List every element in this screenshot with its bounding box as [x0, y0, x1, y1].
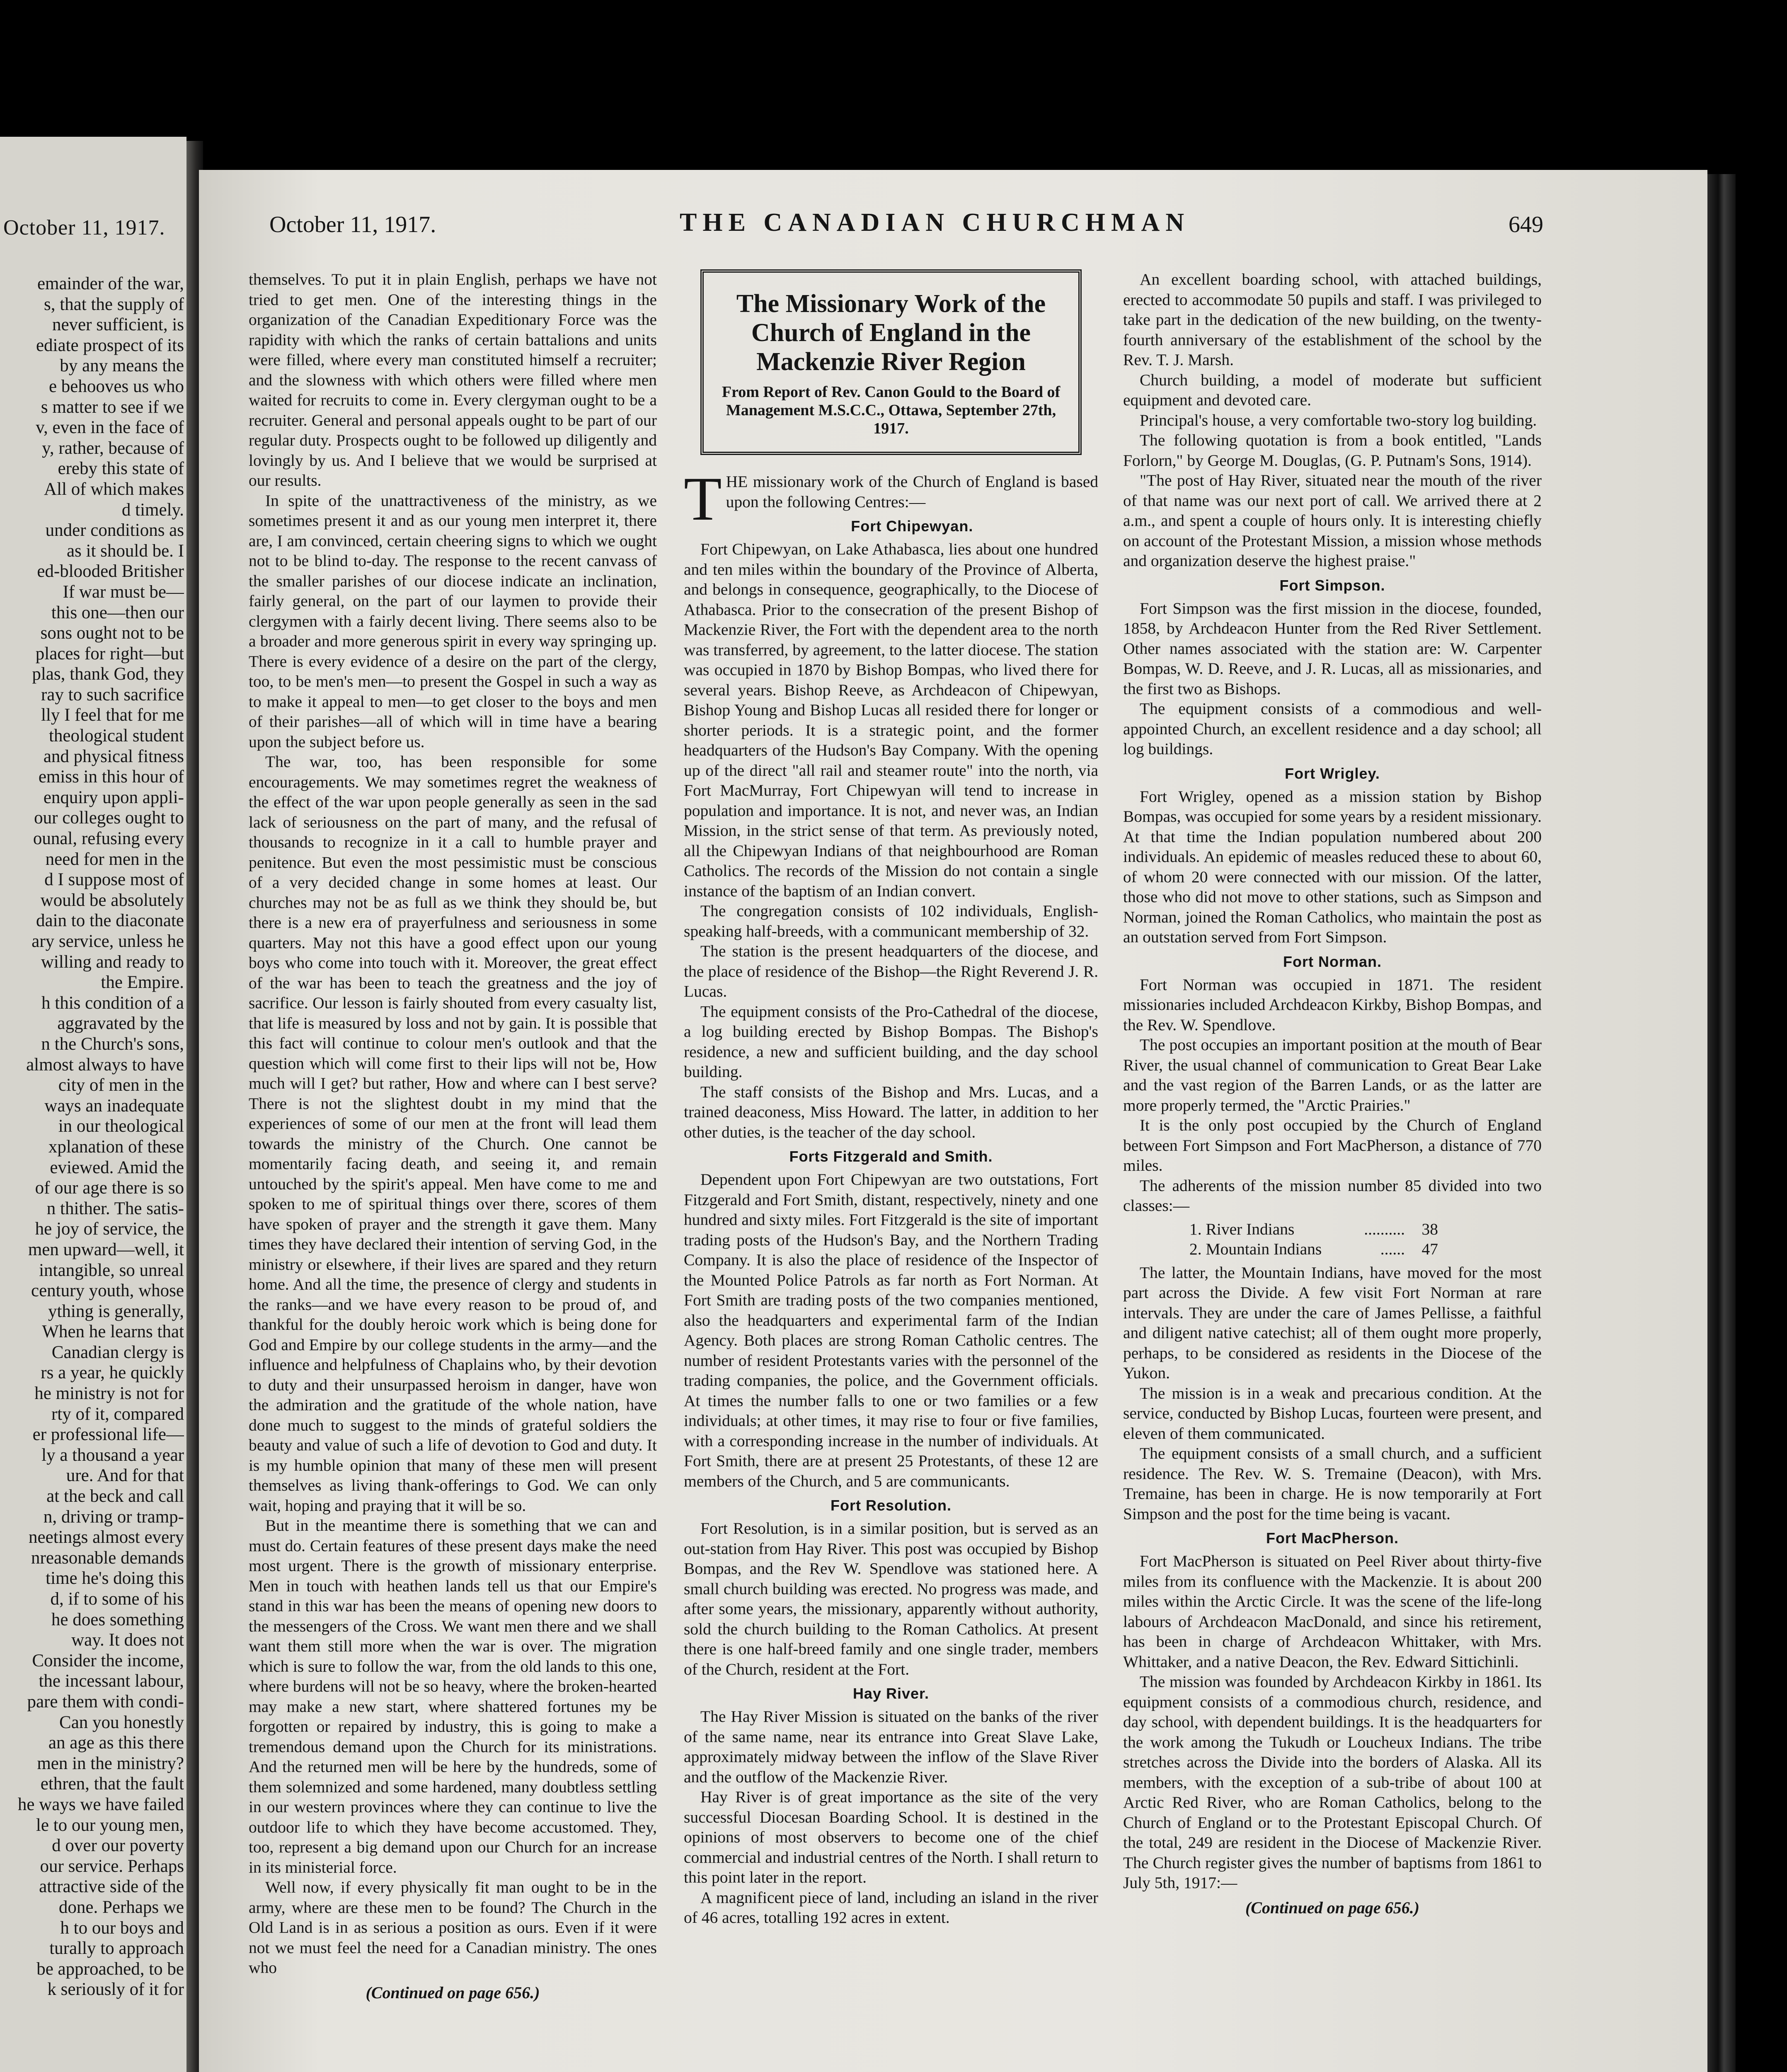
drop-cap: T	[684, 465, 722, 533]
facing-page-line: er professional life—	[32, 1425, 184, 1445]
facing-page-line: he ways we have failed	[17, 1794, 184, 1814]
facing-page-line: time he's doing this	[46, 1569, 184, 1588]
facing-page-line: xplanation of these	[48, 1137, 184, 1157]
facing-page-line: in our theological	[58, 1116, 184, 1136]
paragraph: Fort Resolution, is in a similar position, but is served as an out-station from Hay River. This post was occupied by Bishop Bompas, and the Rev W. Spendlove was stationed here. A small church building was erected. No progress was made, and after some years, the missionary, apparently without authority, sold the church building to the Roman Catholics. At present there is one half-breed family and one single trader, members of the Church, resident at the Fort.	[684, 1519, 1098, 1678]
column-3-opening	[1123, 269, 1542, 571]
paragraph: The following quotation is from a book entitled, "Lands Forlorn," by George M. Douglas, (G. P. Putnam's Sons, 1914).	[1123, 431, 1542, 470]
facing-page-line: ray to such sacrifice	[41, 685, 184, 704]
paragraph: Well now, if every physically fit man ought to be in the army, where are these men to be found? The Church in the Old Land is in as serious a position as ours. Even if it were not we must feel the need for a Canadian ministry. The ones who	[249, 1878, 657, 1977]
facing-page-line: plas, thank God, they	[32, 664, 184, 684]
facing-page-line: ereby this state of	[58, 459, 184, 479]
paragraph: Fort Simpson was the first mission in the diocese, founded, 1858, by Archdeacon Hunter from the Red River Settlement. Other names associated with the station are: W. Carpenter Bompas, W. D. Reeve, and J. R. Lucas, all as missionaries, and the first two as Bishops.	[1123, 599, 1542, 698]
section-heading: Fort Simpson.	[1279, 576, 1385, 594]
facing-page-line: he joy of service, the	[35, 1219, 184, 1239]
paragraph: Dependent upon Fort Chipewyan are two outstations, Fort Fitzgerald and Fort Smith, distant, respectively, ninety and one hundred and sixty miles. Fort Fitzgerald is the site of important trading posts of the Hudson's Bay, and the Northern Trading Company. It is also the place of residence of the Inspector of the Mounted Police Patrols as far north as Fort Norman. At Fort Smith are trading posts of the two companies mentioned, also the headquarters and experimental farm of the Indian Agency. Both places are strong Roman Catholic centres. The number of resident Protestants varies with the personnel of the trading companies, the police, and the Government officials. At times the number falls to one or two families or a few individuals; at other times, it may rise to four or five families, with a corresponding increase in the number of individuals. At Fort Smith, there are at present 25 Protestants, of these 12 are members of the Church, and 5 are communicants.	[684, 1170, 1098, 1490]
class-label: 2. Mountain Indians	[1189, 1240, 1322, 1258]
facing-page-line: be approached, to be	[36, 1959, 184, 1979]
paragraph: In spite of the unattractiveness of the ministry, as we sometimes present it and as our young men interpret it, there are, I am convinced, certain cheering signs to which we ought not to be blind to-day. The response to the recent canvass of the smaller parishes of our diocese indicate an inclination, fairly general, on the part of our laymen to provide their clergymen with a fairly decent living. There seems also to be a broader and more generous spirit in every way springing up. There is every evidence of a desire on the part of the clergy, too, to be men's men—to present the Gospel in such a way as to make it appeal to men—to get closer to the boys and men of their parishes—all of which will in time have a bearing upon the subject before us.	[249, 491, 657, 751]
facing-page-line: ary service, unless he	[31, 932, 184, 951]
column-3	[1123, 269, 1542, 2072]
facing-page-line: pare them with condi-	[27, 1692, 184, 1711]
class-count: 38	[1421, 1220, 1438, 1238]
paragraph: A magnificent piece of land, including an island in the river of 46 acres, totalling 192 acres in extent.	[684, 1888, 1098, 1927]
facing-page-line: at the beck and call	[46, 1486, 184, 1506]
facing-page-line: almost always to have	[26, 1055, 184, 1075]
facing-page-line: v, even in the face of	[36, 418, 184, 438]
column-2-sections	[684, 518, 1098, 1928]
facing-page-line: Can you honestly	[59, 1712, 184, 1732]
facing-page-line: dain to the diaconate	[36, 911, 184, 931]
facing-page-line: ethren, that the fault	[40, 1774, 184, 1794]
facing-page-line: All of which makes	[44, 479, 184, 499]
paragraph: Fort MacPherson is situated on Peel River about thirty-five miles from its confluence with the Mackenzie. It is about 200 miles within the Arctic Circle. It was the scene of the life-long labours of Archdeacon MacDonald, and since his retirement, has been in charge of Archdeacon Whittaker, with Mrs. Whittaker, and a native Deacon, the Rev. Edward Sittichinli.	[1123, 1552, 1542, 1671]
class-row	[1189, 1239, 1438, 1259]
facing-page-line: he does something	[51, 1610, 184, 1629]
facing-page-line: ediate prospect of its	[36, 335, 184, 355]
facing-page-line: men in the ministry?	[37, 1753, 184, 1773]
paragraph: The post occupies an important position at the mouth of Bear River, the usual channel of communication to Great Bear Lake and the vast region of the Barren Lands, or as the latter are more properly termed, the "Arctic Prairies."	[1123, 1036, 1542, 1114]
facing-page-line: s, that the supply of	[44, 294, 184, 314]
paragraph: The congregation consists of 102 individuals, English-speaking half-breeds, with a communicant membership of 32.	[684, 902, 1098, 940]
masthead-title: THE CANADIAN CHURCHMAN	[680, 208, 1190, 237]
section-heading: Fort Resolution.	[831, 1497, 952, 1514]
facing-page-line: le to our young men,	[36, 1815, 184, 1835]
article-title: The Missionary Work of the Church of England in the Mackenzie River Region	[736, 290, 1046, 376]
facing-page-line: the Empire.	[101, 973, 184, 992]
column-3-sections	[1123, 577, 1542, 1893]
paragraph: The latter, the Mountain Indians, have moved for the most part across the Divide. A few visit Fort Norman at rare intervals. They are under the care of James Pellisse, a faithful and diligent native catechist; all of them ought more properly, perhaps, to be considered as residents in the Diocese of the Yukon.	[1123, 1263, 1542, 1382]
facing-page-line: men upward—well, it	[28, 1239, 184, 1259]
facing-page-line: intangible, so unreal	[39, 1260, 184, 1280]
section-heading: Fort Norman.	[1283, 953, 1382, 970]
section-heading: Forts Fitzgerald and Smith.	[789, 1148, 993, 1165]
facing-page-line: y, rather, because of	[42, 438, 184, 458]
facing-page-line: enquiry upon appli-	[43, 787, 184, 807]
section-heading: Hay River.	[852, 1685, 930, 1702]
paragraph: Fort Wrigley, opened as a mission station by Bishop Bompas, was occupied for some years by a resident missionary. At that time the Indian population numbered about 200 individuals. An epidemic of measles reduced these to about 60, of whom 20 were connected with our mission. Of the latter, those who did not move to other stations, such as Simpson and Norman, joined the Roman Catholics, who maintain the post as an outstation served from Fort Simpson.	[1123, 787, 1542, 946]
facing-page-line: eviewed. Amid the	[50, 1157, 184, 1177]
facing-page-header: October 11, 1917.	[3, 216, 165, 240]
facing-page-line: d over our poverty	[52, 1836, 184, 1856]
facing-page-line: of our age there is so	[35, 1178, 184, 1198]
facing-page-line: e behooves us who	[48, 376, 184, 396]
paragraph: The adherents of the mission number 85 divided into two classes:—	[1123, 1176, 1542, 1215]
facing-page-line: an age as this there	[48, 1733, 184, 1753]
paragraph: Hay River is of great importance as the site of the very successful Diocesan Boarding School. It is destined in the opinions of most observers to become one of the chief commercial and industrial centres of the North. I shall return to this point later in the report.	[684, 1788, 1098, 1886]
facing-page-line: h this condition of a	[41, 993, 184, 1013]
paragraph: The equipment consists of a commodious and well-appointed Church, an excellent residence and a day school; all log buildings.	[1123, 700, 1542, 758]
facing-page-line: he ministry is not for	[34, 1384, 184, 1404]
facing-page-line: neetings almost every	[29, 1527, 184, 1547]
facing-page-line: and physical fitness	[43, 746, 184, 766]
facing-page-line: city of men in the	[58, 1075, 184, 1095]
class-label: 1. River Indians	[1189, 1220, 1295, 1238]
facing-page-line: the incessant labour,	[39, 1671, 184, 1691]
header-date: October 11, 1917.	[269, 212, 436, 237]
intro-text: HE missionary work of the Church of England is based upon the following Centres:—	[726, 472, 1098, 511]
paragraph: The war, too, has been responsible for some encouragements. We may sometimes regret the weakness of the effect of the war upon people generally as seen in the sad lack of seriousness on the part of many, and the refusal of thousands to recognize in it a call to humble prayer and penitence. But even the most pessimistic must be conscious of a very decided change in some homes at least. Our churches may not be as full as we think they should be, but there is a new era of prayerfulness and seriousness in some quarters. May not this have a good effect upon our young boys who come into touch with it. Moreover, the great effect of the war has been to teach the greatness and the joy of sacrifice. Our lesson is fairly shouted from every casualty list, that life is measured by loss and not by gain. It is possible that this fact will continue to colour men's outlook and that the question which will come first to their lips will not be, How much will I get? but rather, How and where can I best serve? There is not the slightest doubt in my mind that the experiences of some of our men at the front will lead them towards the ministry of the Church. One cannot be momentarily facing death, and seeing it, and remain untouched by the spirit's appeal. Men have come to me and spoken to me of spiritual things over there, scores of them have spoken of prayer and the strength it gave them. Many times they have declared their intention of serving God, in the ministry or elsewhere, if their lives are spared and they return home. And all the time, the presence of clergy and students in the ranks—and we have every reason to be proud of, and thankful for the doubly heroic work which is being done for God and Empire by our college students in the army—and the influence and helpfulness of Chaplains who, by their devotion to duty and their unsurpassed heroism in danger, have won the admiration and the gratitude of the whole nation, have done much to suggest to the minds of grateful soldiers the beauty and value of such a life of devotion to God and duty. It is my humble opinion that many of these men will present themselves as living thank-offerings to God. We can only wait, hoping and praying that it will be so.	[249, 753, 657, 1515]
facing-page-line: way. It does not	[71, 1630, 184, 1650]
classes-list	[1189, 1219, 1542, 1259]
facing-page-line: ure. And for that	[66, 1466, 184, 1486]
newspaper-page	[199, 170, 1707, 2072]
section-heading: Fort Chipewyan.	[851, 518, 973, 535]
facing-page-line: never sufficient, is	[52, 315, 184, 335]
facing-page-line: d I suppose most of	[44, 870, 184, 890]
column-1	[249, 269, 657, 2072]
column-2	[684, 269, 1098, 2072]
class-leader-dots: ..........	[1364, 1220, 1405, 1238]
paragraph: But in the meantime there is something that we can and must do. Certain features of these present days make the need most urgent. There is the growth of missionary enterprise. Men in touch with heathen lands tell us that our Empire's stand in this war has been the means of opening new doors to the messengers of the Cross. We want men there and we shall want them still more when the war is over. The migration which is sure to follow the war, from the old lands to this one, where burdens will not be so heavy, where the broken-hearted may make a new start, where shattered fortunes my be forgotten or repaired by industry, this is going to make a tremendous demand upon the Church for its ministrations. And the returned men will be here by the hundreds, some of them solemnized and some hardened, many doubtless settling in our western provinces where they can continue to live the outdoor life to which they have become accustomed. They, too, represent a big demand upon our Church for an increase in its ministerial force.	[249, 1516, 657, 1876]
paragraph: The mission is in a weak and precarious condition. At the service, conducted by Bishop Lucas, fourteen were present, and eleven of them communicated.	[1123, 1384, 1542, 1443]
facing-page-line: Canadian clergy is	[51, 1342, 184, 1362]
running-header	[199, 170, 1707, 253]
facing-page-line: aggravated by the	[57, 1014, 184, 1034]
article-subtitle: From Report of Rev. Canon Gould to the Board of Management M.S.C.C., Ottawa, September 27th, 1917.	[722, 383, 1061, 437]
page-edges	[1707, 174, 1736, 2072]
facing-page-line: sons ought not to be	[40, 623, 184, 643]
facing-page-line: places for right—but	[35, 644, 184, 663]
facing-page-line: under conditions as	[45, 520, 184, 540]
paragraph: The mission was founded by Archdeacon Kirkby in 1861. Its equipment consists of a commodious church, residence, and day school, with dependent buildings. It is the headquarters for the work among the Tukudh or Loucheux Indians. The tribe stretches across the Divide into the borders of Alaska. All its members, with the exception of a sub-tribe of about 100 at Arctic Red River, who are Roman Catholics, belong to the Church of England or to the Protestant Episcopal Church. Of the total, 249 are resident in the Diocese of Mackenzie River. The Church register gives the number of baptisms from 1861 to July 5th, 1917:—	[1123, 1673, 1542, 1892]
facing-page-line: done. Perhaps we	[58, 1897, 184, 1917]
paragraph: Church building, a model of moderate but sufficient equipment and devoted care.	[1123, 370, 1542, 409]
facing-page-line: lly I feel that for me	[41, 705, 184, 725]
paragraph: The staff consists of the Bishop and Mrs. Lucas, and a trained deaconess, Miss Howard. The latter, in addition to her other duties, is the teacher of the day school.	[684, 1082, 1098, 1141]
facing-page-line: turally to approach	[49, 1939, 184, 1958]
class-leader-dots: ......	[1380, 1240, 1405, 1258]
section-heading: Fort Wrigley.	[1285, 765, 1380, 782]
facing-page-line: d, if to some of his	[50, 1589, 184, 1609]
facing-page-line: ything is generally,	[48, 1301, 184, 1321]
facing-page-line: h to our boys and	[60, 1918, 184, 1938]
facing-page-line: need for men in the	[45, 849, 184, 869]
facing-page	[0, 137, 186, 2072]
facing-page-line: attractive side of the	[39, 1877, 184, 1897]
paragraph: Fort Norman was occupied in 1871. The resident missionaries included Archdeacon Kirkby, Bishop Bompas, and the Rev. W. Spendlove.	[1123, 975, 1542, 1034]
paragraph: "The post of Hay River, situated near the mouth of the river of that name was our next port of call. We arrived there at 2 a.m., and spent a couple of hours only. It is interesting chiefly on account of the Protestant Mission, a mission whose methods and organization deserve the highest praise."	[1123, 471, 1542, 570]
facing-page-line: n, driving or tramp-	[43, 1507, 184, 1527]
article-title-box	[700, 269, 1082, 455]
facing-page-line: as it should be. I	[66, 541, 184, 561]
facing-page-line: would be absolutely	[40, 890, 184, 910]
paragraph: The Hay River Mission is situated on the banks of the river of the same name, near its entrance into Great Slave Lake, approximately midway between the inflow of the Slave River and the outflow of the Mackenzie River.	[684, 1707, 1098, 1786]
facing-page-line: theological student	[48, 726, 184, 746]
facing-page-line: ways an inadequate	[44, 1096, 184, 1116]
paragraph: An excellent boarding school, with attached buildings, erected to accommodate 50 pupils and staff. I was privileged to take part in the dedication of the new building, on the twenty-fourth anniversary of the establishment of the school by the Rev. T. J. Marsh.	[1123, 270, 1542, 369]
paragraph: The station is the present headquarters of the diocese, and the place of residence of the Bishop—the Right Reverend J. R. Lucas.	[684, 942, 1098, 1000]
facing-page-line: rs a year, he quickly	[41, 1363, 184, 1383]
facing-page-line: emainder of the war,	[37, 274, 184, 293]
facing-page-line: emiss in this hour of	[38, 767, 184, 787]
facing-page-line: If war must be—	[63, 582, 184, 602]
facing-page-text	[0, 274, 186, 2000]
facing-page-line: nreasonable demands	[31, 1548, 184, 1568]
facing-page-line: our colleges ought to	[34, 808, 184, 828]
facing-page-line: by any means the	[60, 356, 184, 376]
facing-page-line: century youth, whose	[31, 1281, 184, 1301]
facing-page-line: n the Church's sons,	[41, 1034, 184, 1054]
page-number: 649	[1509, 212, 1543, 237]
facing-page-line: ed-blooded Britisher	[37, 562, 184, 581]
paragraph: Fort Chipewyan, on Lake Athabasca, lies about one hundred and ten miles within the boundary of the Province of Alberta, and belongs in consequence, geographically, to the Diocese of Athabasca. Prior to the consecration of the present Bishop of Mackenzie River, the Fort with the dependent area to the north was transferred, by agreement, to the latter diocese. The station was occupied in 1870 by Bishop Bompas, who lived there for several years. Bishop Reeve, as Archdeacon of Chipewyan, Bishop Young and Bishop Lucas all resided there for longer or shorter periods. It is a strategic point, and the former headquarters of the Hudson's Bay Company. With the opening up of the direct "all rail and steamer route" into the north, via Fort MacMurray, Fort Chipewyan will tend to increase in population and importance. It is not, and never was, an Indian Mission, in the strict sense of that term. As previously noted, all the Chipewyan Indians of that neighbourhood are Roman Catholics. The records of the Mission do not contain a single instance of the baptism of an Indian convert.	[684, 540, 1098, 900]
facing-page-line: n thither. The satis-	[46, 1198, 184, 1218]
paragraph: The equipment consists of the Pro-Cathedral of the diocese, a log building erected by Bishop Bompas. The Bishop's residence, a new and sufficient building, and the day school building.	[684, 1002, 1098, 1081]
facing-page-line: rty of it, compared	[51, 1404, 184, 1424]
paragraph: The equipment consists of a small church, and a sufficient residence. The Rev. W. S. Tremaine (Deacon), with Mrs. Tremaine, has been in charge. He is now temporarily at Fort Simpson and the post for the time being is vacant.	[1123, 1444, 1542, 1523]
paragraph: It is the only post occupied by the Church of England between Fort Simpson and Fort MacPherson, a distance of 770 miles.	[1123, 1116, 1542, 1174]
facing-page-line: our service. Perhaps	[40, 1856, 184, 1876]
facing-page-line: this one—then our	[51, 603, 184, 622]
continued-note: (Continued on page 656.)	[1245, 1898, 1420, 1917]
facing-page-line: ounal, refusing every	[33, 829, 184, 849]
class-count: 47	[1421, 1240, 1438, 1258]
facing-page-line: Consider the income,	[32, 1651, 184, 1670]
section-heading: Fort MacPherson.	[1266, 1530, 1399, 1547]
facing-page-line: When he learns that	[42, 1322, 184, 1342]
facing-page-line: ly a thousand a year	[41, 1445, 184, 1465]
column-1-body	[249, 269, 657, 1978]
class-row	[1189, 1219, 1438, 1239]
facing-page-line: k seriously of it for	[47, 1980, 184, 1999]
continued-note: (Continued on page 656.)	[366, 1983, 540, 2002]
facing-page-line: s matter to see if we	[41, 397, 184, 417]
facing-page-line: willing and ready to	[41, 952, 184, 972]
paragraph: themselves. To put it in plain English, perhaps we have not tried to get men. One of the interesting things in the organization of the Canadian Expeditionary Force was the rapidity with which the ranks of certain battalions and units were filled, where every man constituted himself a recruiter; and the slowness with which others were filled where men waited for recruits to come in. Every clergyman ought to be a recruiter. General and personal appeals ought to be part of our regular duty. Prospects ought to be followed up diligently and lovingly by us. And I believe that we would be surprised at our results.	[249, 270, 657, 489]
facing-page-line: d timely.	[121, 500, 184, 520]
paragraph: Principal's house, a very comfortable two-story log building.	[1140, 411, 1537, 429]
